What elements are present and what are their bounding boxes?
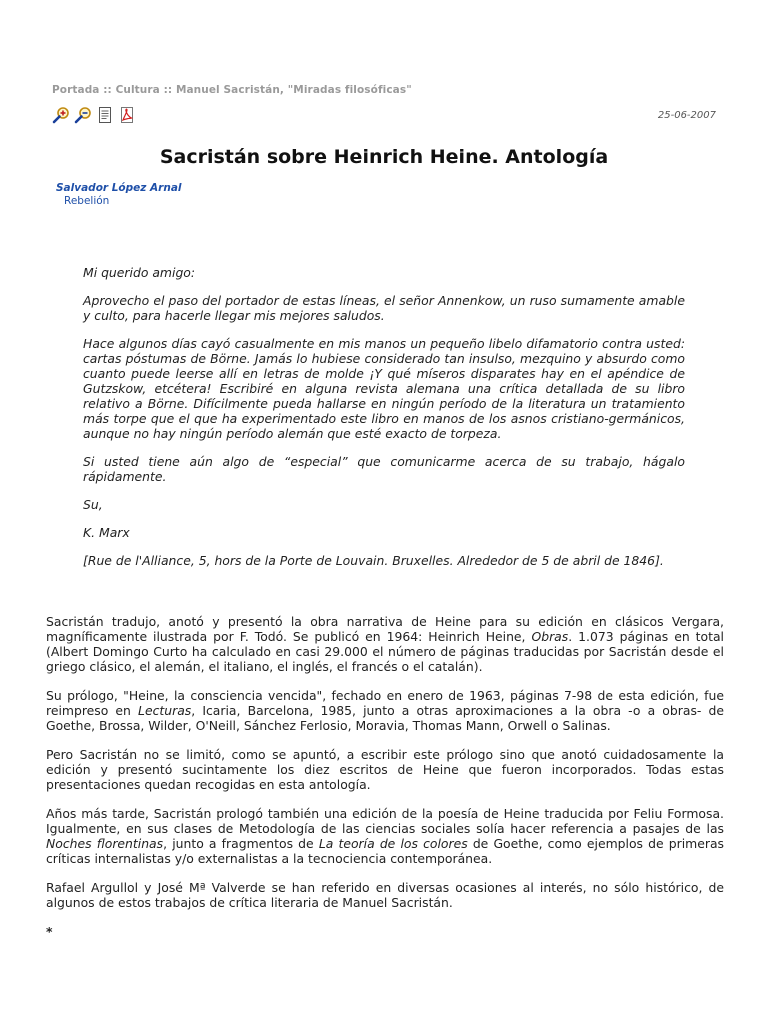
publication-date: 25-06-2007 [657, 110, 716, 121]
source-label: Rebelión [64, 195, 110, 207]
article-toolbar [52, 106, 136, 124]
body-paragraph: Años más tarde, Sacristán prologó también una edición de la poesía de Heine traducida por Feliu Formosa. Igualmente, en sus clases de Metodología de las ciencias sociales solía hacer referencia a pasajes de las Noches florentinas, junto a fragmentos de La teoría de los colores de Goethe, como ejemplos de primeras críticas internalistas y/o externalistas a la tecnociencia contemporánea. [46, 806, 725, 866]
author-link[interactable]: Salvador López Arnal [56, 182, 182, 194]
letter-address: [Rue de l'Alliance, 5, hors de la Porte de Louvain. Bruxelles. Alrededor de 5 de abril de 1846]. [83, 553, 664, 568]
letter-greeting: Mi querido amigo: [83, 265, 196, 280]
zoom-out-icon[interactable] [74, 106, 92, 124]
letter-paragraph: Hace algunos días cayó casualmente en mis manos un pequeño libelo difamatorio contra usted: cartas póstumas de Börne. Jamás lo hubiese considerado tan insulso, mezquino y absurdo como cuanto puede leerse allí en letras de molde ¡Y qué míseros disparates hay en el apéndice de Gutzskow, etcétera! Escribiré en alguna revista alemana una crítica detallada de su libro relativo a Börne. Difícilmente pueda hallarse en ningún período de la literatura un tratamiento más torpe que el que ha experimentado este libro en manos de los asnos cristiano-germánicos, aunque no hay ningún período alemán que esté exacto de torpeza. [83, 336, 685, 441]
article-title: Sacristán sobre Heinrich Heine. Antología [159, 146, 609, 168]
body-paragraph: Sacristán tradujo, anotó y presentó la obra narrativa de Heine para su edición en clásicos Vergara, magníficamente ilustrada por F. Todó. Se publicó en 1964: Heinrich Heine, Obras. 1.073 páginas en total (Albert Domingo Curto ha calculado en casi 29.000 el número de páginas traducidas por Sacristán desde el griego clásico, el alemán, el italiano, el inglés, el francés o el catalán). [46, 614, 724, 674]
body-paragraph: Pero Sacristán no se limitó, como se apuntó, a escribir este prólogo sino que anotó cuidadosamente la edición y presentó sucintamente los diez escritos de Heine que fueron incorporados. Todas estas presentaciones quedan recogidas en esta antología. [46, 747, 724, 792]
quoted-letter [83, 265, 685, 581]
print-icon[interactable] [96, 106, 114, 124]
letter-signature: K. Marx [83, 525, 130, 540]
pdf-icon[interactable] [118, 106, 136, 124]
section-separator: * [46, 924, 53, 939]
body-paragraph: Rafael Argullol y José Mª Valverde se han referido en diversas ocasiones al interés, no sólo histórico, de algunos de estos trabajos de crítica literaria de Manuel Sacristán. [46, 880, 724, 910]
body-paragraph: Su prólogo, "Heine, la consciencia vencida", fechado en enero de 1963, páginas 7-98 de esta edición, fue reimpreso en Lecturas, Icaria, Barcelona, 1985, junto a otras aproximaciones a la obra -o a obras- de Goethe, Brossa, Wilder, O'Neill, Sánchez Ferlosio, Moravia, Thomas Mann, Orwell o Salinas. [46, 688, 724, 733]
breadcrumb[interactable]: Portada :: Cultura :: Manuel Sacristán, "Miradas filosóficas" [52, 84, 412, 96]
zoom-in-icon[interactable] [52, 106, 70, 124]
letter-closing: Su, [83, 497, 103, 512]
letter-paragraph: Si usted tiene aún algo de “especial” que comunicarme acerca de su trabajo, hágalo rápidamente. [83, 454, 685, 484]
article-body [46, 614, 724, 953]
letter-paragraph: Aprovecho el paso del portador de estas líneas, el señor Annenkow, un ruso sumamente amable y culto, para hacerle llegar mis mejores saludos. [83, 293, 685, 323]
